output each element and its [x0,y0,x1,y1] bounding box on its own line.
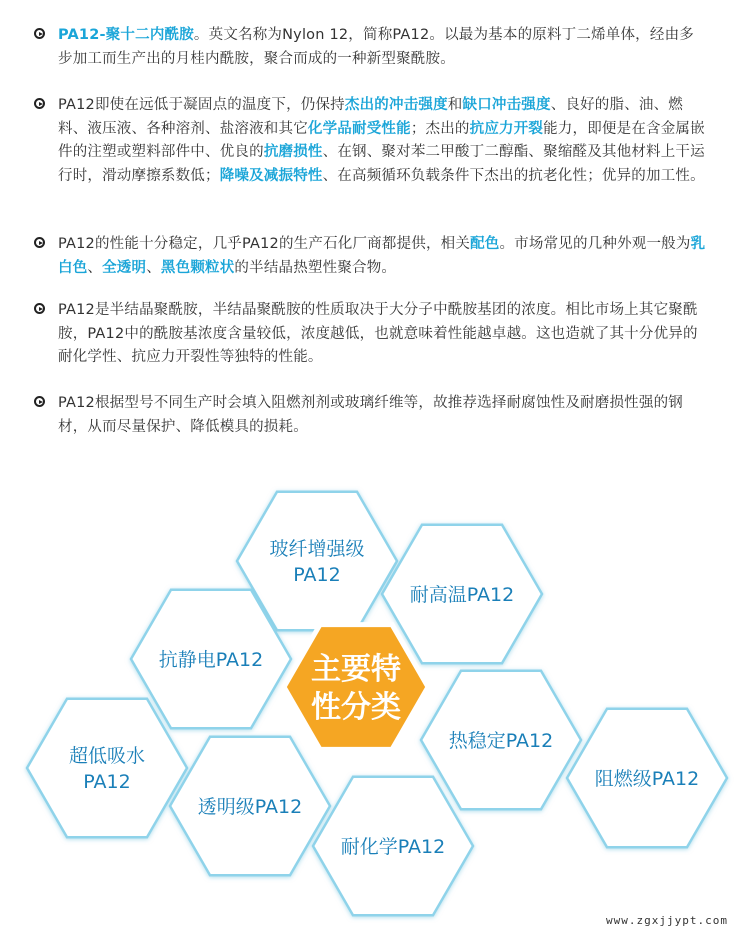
highlight-term: 杰出的冲击强度 [344,97,448,113]
hexagon-label: 主要特 [311,652,401,687]
text-run: PA12根据型号不同生产时会填入阻燃剂剂或玻璃纤维等，故推荐选择耐腐蚀性及耐磨损性强的钢材，从而尽量保护、降低模具的损耗。 [58,395,683,435]
hexagon-flame-retardant [567,709,727,848]
hexagon-high-temp [382,525,542,664]
hexagon-label: PA12 [83,771,131,793]
highlight-term: 化学品耐受性能 [307,120,411,137]
hexagon-label: PA12 [293,564,341,586]
hexagon-label: 性分类 [311,690,401,725]
hexagon-label: 阻燃级PA12 [594,768,700,790]
text-run: PA12是半结晶聚酰胺，半结晶聚酰胺的性质取决于大分子中酰胺基团的浓度。相比市场上其它聚酰胺，PA12中的酰胺基浓度含量较低，浓度越低，也就意味着性能越卓越。这也造就了其十分优异的耐化学性、抗应力开裂性等独特的性能。 [58,302,698,365]
hexagon-label: 玻纤增强级 [269,538,365,560]
hexagon-label: 透明级PA12 [197,796,303,818]
text-run: 的半结晶热塑性聚合物。 [234,259,397,276]
hexagon-label: 耐化学PA12 [340,836,446,858]
hexagon-label: 热稳定PA12 [448,730,554,752]
hexagon-heat-stable [421,671,581,810]
highlight-term: 黑色颗粒状 [160,259,235,276]
hexagon-label: 抗静电PA12 [158,649,264,671]
text-run: 。市场常见的几种外观一般为 [499,236,691,252]
hexagon-shape [27,699,187,838]
highlight-term: 抗磨损性 [263,144,323,160]
highlight-term: 乳白色 [58,236,706,276]
highlight-term: 降噪及减振特性 [219,167,323,184]
highlight-term: PA12-聚十二内酰胺 [58,27,194,43]
text-run: 。英文名称为Nylon 12，简称PA12。以最为基本的原料丁二烯单体，经由多步加工而生产出的月桂内酰胺，聚合而成的一种新型聚酰胺。 [58,27,694,67]
text-run: 、 [146,259,161,276]
text-run: ；杰出的 [410,120,470,137]
hexagon-low-water [27,699,187,838]
text-run: 、在高频循环负载条件下杰出的抗老化性；优异的加工性。 [322,167,705,184]
hexagon-label: 耐高温PA12 [409,584,515,606]
text-run: 和 [447,97,463,113]
highlight-term: 配色 [470,236,500,252]
text-run: 、 [87,259,103,276]
hexagon-shape [284,625,428,750]
hexagon-chemical-resistant [313,777,473,916]
highlight-term: 全透明 [102,259,147,276]
text-run: 能力，即便是在含金属嵌件的注塑或塑料部件中、优良的 [58,120,705,160]
hexagon-label: 超低吸水 [68,745,146,767]
text-run: 、良好的脂、油、燃料、液压液、各种溶剂、盐溶液和其它 [58,97,684,137]
text-run: 、在钢、聚对苯二甲酸丁二醇酯、聚缩醛及其他材料上干运行时，滑动摩擦系数低； [58,144,705,184]
hexagon-transparent [170,737,330,876]
highlight-term: 抗应力开裂 [469,120,544,137]
text-run: PA12的性能十分稳定，几乎PA12的生产石化厂商都提供，相关 [58,236,471,252]
text-run: PA12即使在远低于凝固点的温度下，仍保持 [58,97,345,113]
watermark: www.zgxjjypt.com [606,914,728,927]
highlight-term: 缺口冲击强度 [462,97,551,113]
hexagon-center [284,625,428,750]
